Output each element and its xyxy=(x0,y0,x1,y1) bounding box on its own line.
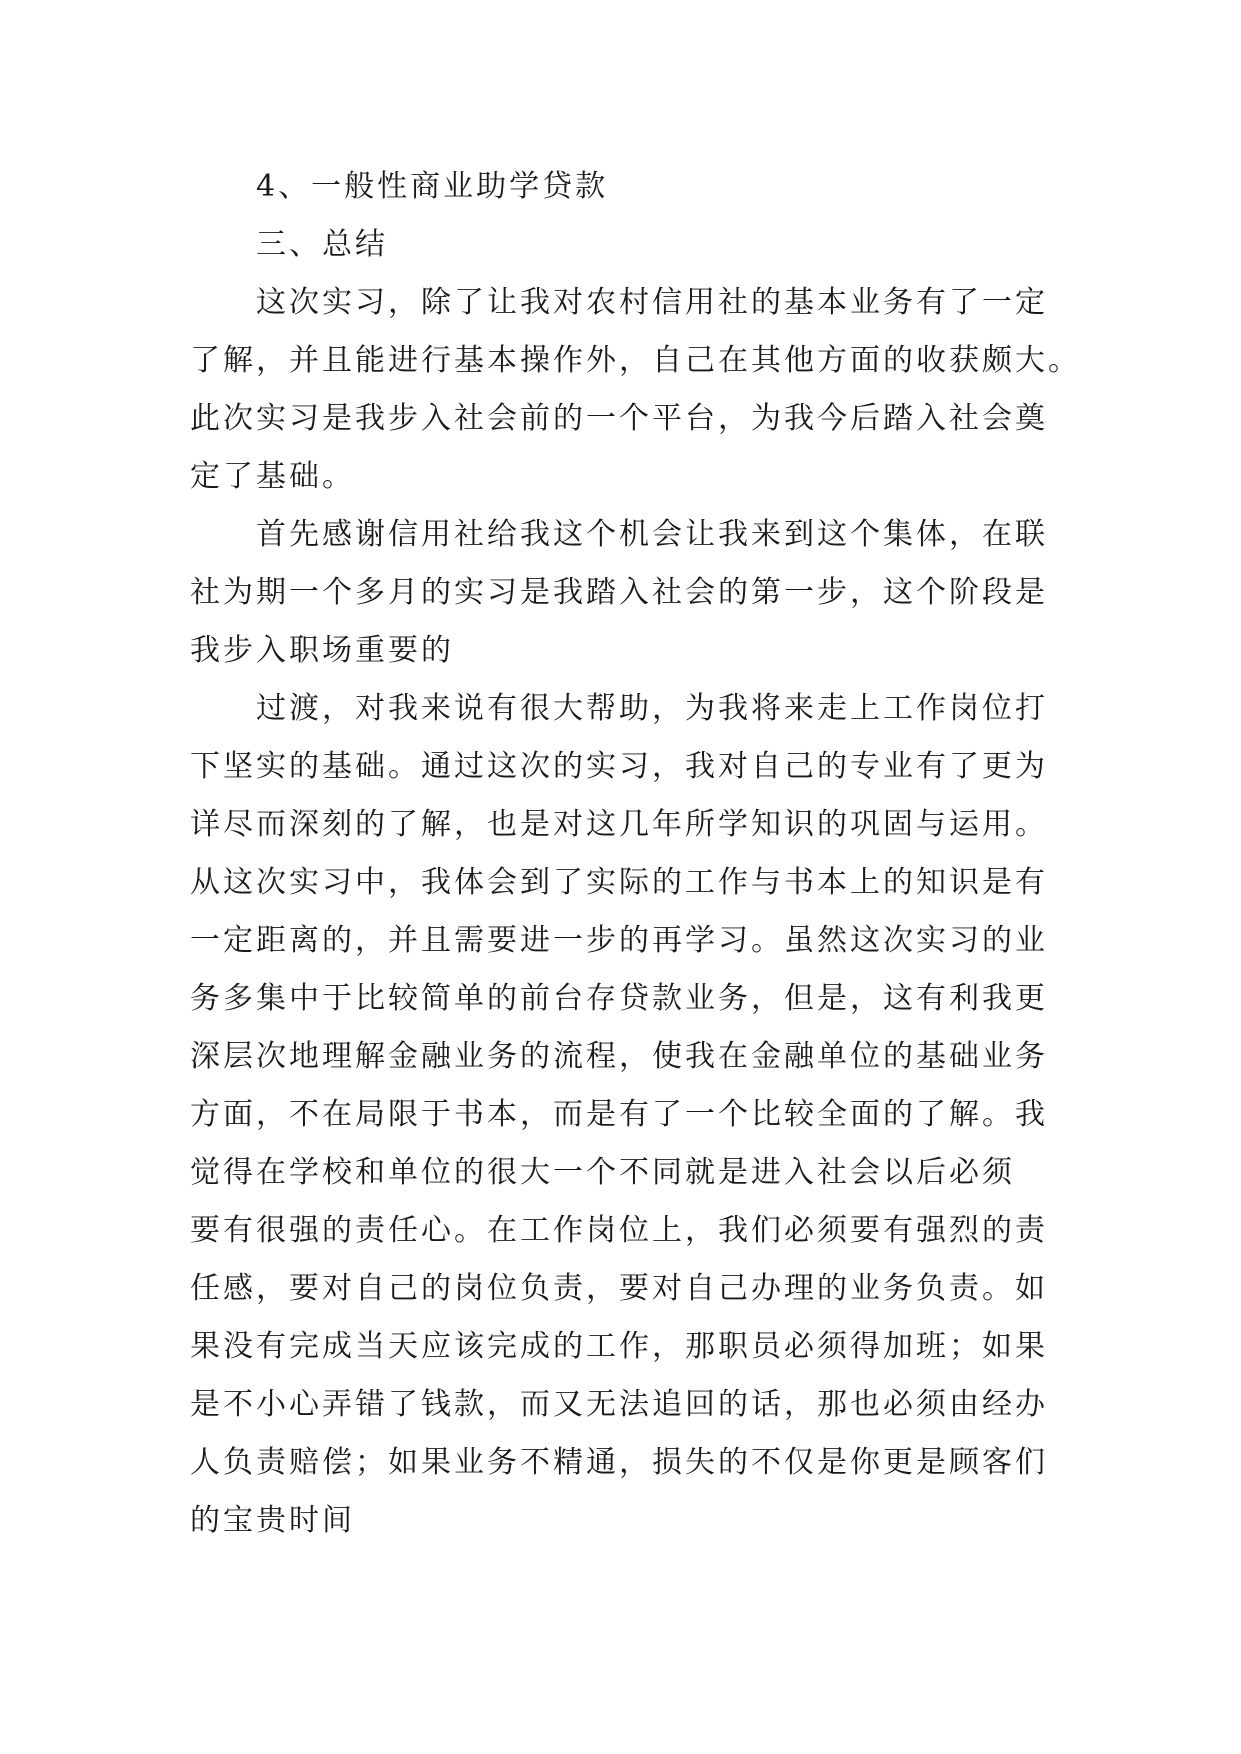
text-line: 下坚实的基础。通过这次的实习，我对自己的专业有了更为 xyxy=(190,749,1048,784)
text-line: 了解，并且能进行基本操作外，自己在其他方面的收获颇大。 xyxy=(190,343,1081,378)
text-line: 的宝贵时间 xyxy=(190,1503,355,1538)
text-line: 此次实习是我步入社会前的一个平台，为我今后踏入社会奠 xyxy=(190,401,1048,436)
text-line: 要有很强的责任心。在工作岗位上，我们必须要有强烈的责 xyxy=(190,1213,1048,1248)
document-body xyxy=(190,158,1081,1550)
text-line: 首先感谢信用社给我这个机会让我来到这个集体，在联 xyxy=(256,517,1048,552)
section-heading: 三、总结 xyxy=(256,227,388,262)
text-line: 任感，要对自己的岗位负责，要对自己办理的业务负责。如 xyxy=(190,1271,1048,1306)
text-line: 是不小心弄错了钱款，而又无法追回的话，那也必须由经办 xyxy=(190,1387,1048,1422)
text-line: 过渡，对我来说有很大帮助，为我将来走上工作岗位打 xyxy=(256,691,1048,726)
text-line: 务多集中于比较简单的前台存贷款业务，但是，这有利我更 xyxy=(190,981,1048,1016)
text-line: 觉得在学校和单位的很大一个不同就是进入社会以后必须 xyxy=(190,1155,1015,1190)
text-line: 详尽而深刻的了解，也是对这几年所学知识的巩固与运用。 xyxy=(190,807,1048,842)
text-line: 果没有完成当天应该完成的工作，那职员必须得加班；如果 xyxy=(190,1329,1048,1364)
text-line: 这次实习，除了让我对农村信用社的基本业务有了一定 xyxy=(256,285,1048,320)
text-line: 人负责赔偿；如果业务不精通，损失的不仅是你更是顾客们 xyxy=(190,1445,1048,1480)
text-line: 4、一般性商业助学贷款 xyxy=(256,169,609,204)
text-line: 我步入职场重要的 xyxy=(190,633,454,668)
text-line: 深层次地理解金融业务的流程，使我在金融单位的基础业务 xyxy=(190,1039,1048,1074)
text-line: 从这次实习中，我体会到了实际的工作与书本上的知识是有 xyxy=(190,865,1048,900)
text-line: 一定距离的，并且需要进一步的再学习。虽然这次实习的业 xyxy=(190,923,1048,958)
text-line: 定了基础。 xyxy=(190,459,355,494)
text-line: 方面，不在局限于书本，而是有了一个比较全面的了解。我 xyxy=(190,1097,1048,1132)
text-line: 社为期一个多月的实习是我踏入社会的第一步，这个阶段是 xyxy=(190,575,1048,610)
